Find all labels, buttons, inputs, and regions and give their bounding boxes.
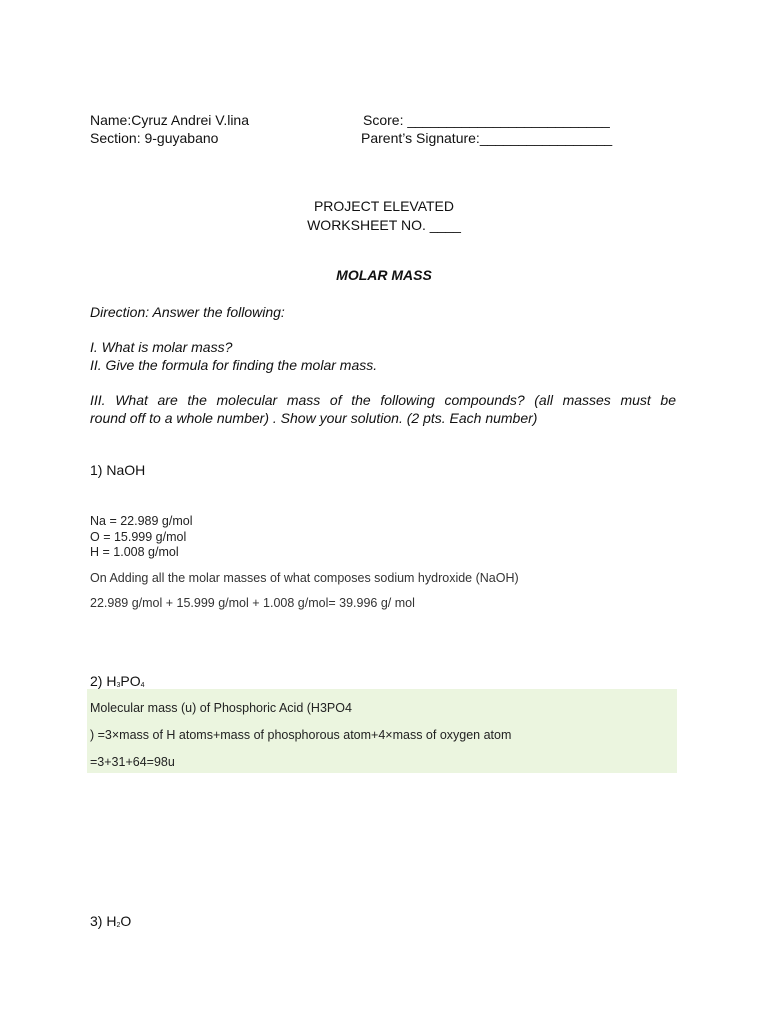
item-1-sum: 22.989 g/mol + 15.999 g/mol + 1.008 g/mol= 39.996 g/ mol — [90, 596, 415, 610]
worksheet-heading: MOLAR MASS — [336, 267, 432, 283]
question-3-line-2: round off to a whole number) . Show your solution. (2 pts. Each number) — [90, 410, 538, 426]
score-field: Score: __________________________ — [363, 112, 610, 128]
item-3-label: 3) $H_2O$ — [90, 913, 132, 929]
item-1-na-mass: Na = 22.989 g/mol — [90, 514, 193, 528]
direction-text: Direction: Answer the following: — [90, 304, 285, 320]
project-title: PROJECT ELEVATED — [313, 198, 455, 214]
item-1-o-mass: O = 15.999 g/mol — [90, 530, 187, 544]
item-1-h-mass: H = 1.008 g/mol — [90, 545, 179, 559]
item-2-line-3: =3+31+64=98u — [90, 755, 175, 769]
worksheet-number: WORKSHEET NO. ____ — [307, 217, 461, 233]
student-name: Name:Cyruz Andrei V.lina — [90, 112, 250, 128]
item-1-note: On Adding all the molar masses of what composes sodium hydroxide (NaOH) — [90, 571, 519, 585]
item-2-line-1: Molecular mass (u) of Phosphoric Acid (H3PO4 — [90, 701, 352, 715]
item-2-line-2: ) =3×mass of H atoms+mass of phosphorous atom+4×mass of oxygen atom — [90, 728, 512, 742]
item-1-label: 1) NaOH — [90, 462, 146, 478]
question-1: I. What is molar mass? — [90, 339, 233, 355]
question-3-line-1: III. What are the molecular mass of the following compounds? (all masses must be — [90, 392, 676, 408]
parent-signature-field: Parent’s Signature:_________________ — [361, 130, 613, 146]
student-section: Section: 9-guyabano — [90, 130, 219, 146]
item-2-label: 2) $H_3PO_4$ — [90, 673, 145, 689]
question-2: II. Give the formula for finding the molar mass. — [90, 357, 378, 373]
